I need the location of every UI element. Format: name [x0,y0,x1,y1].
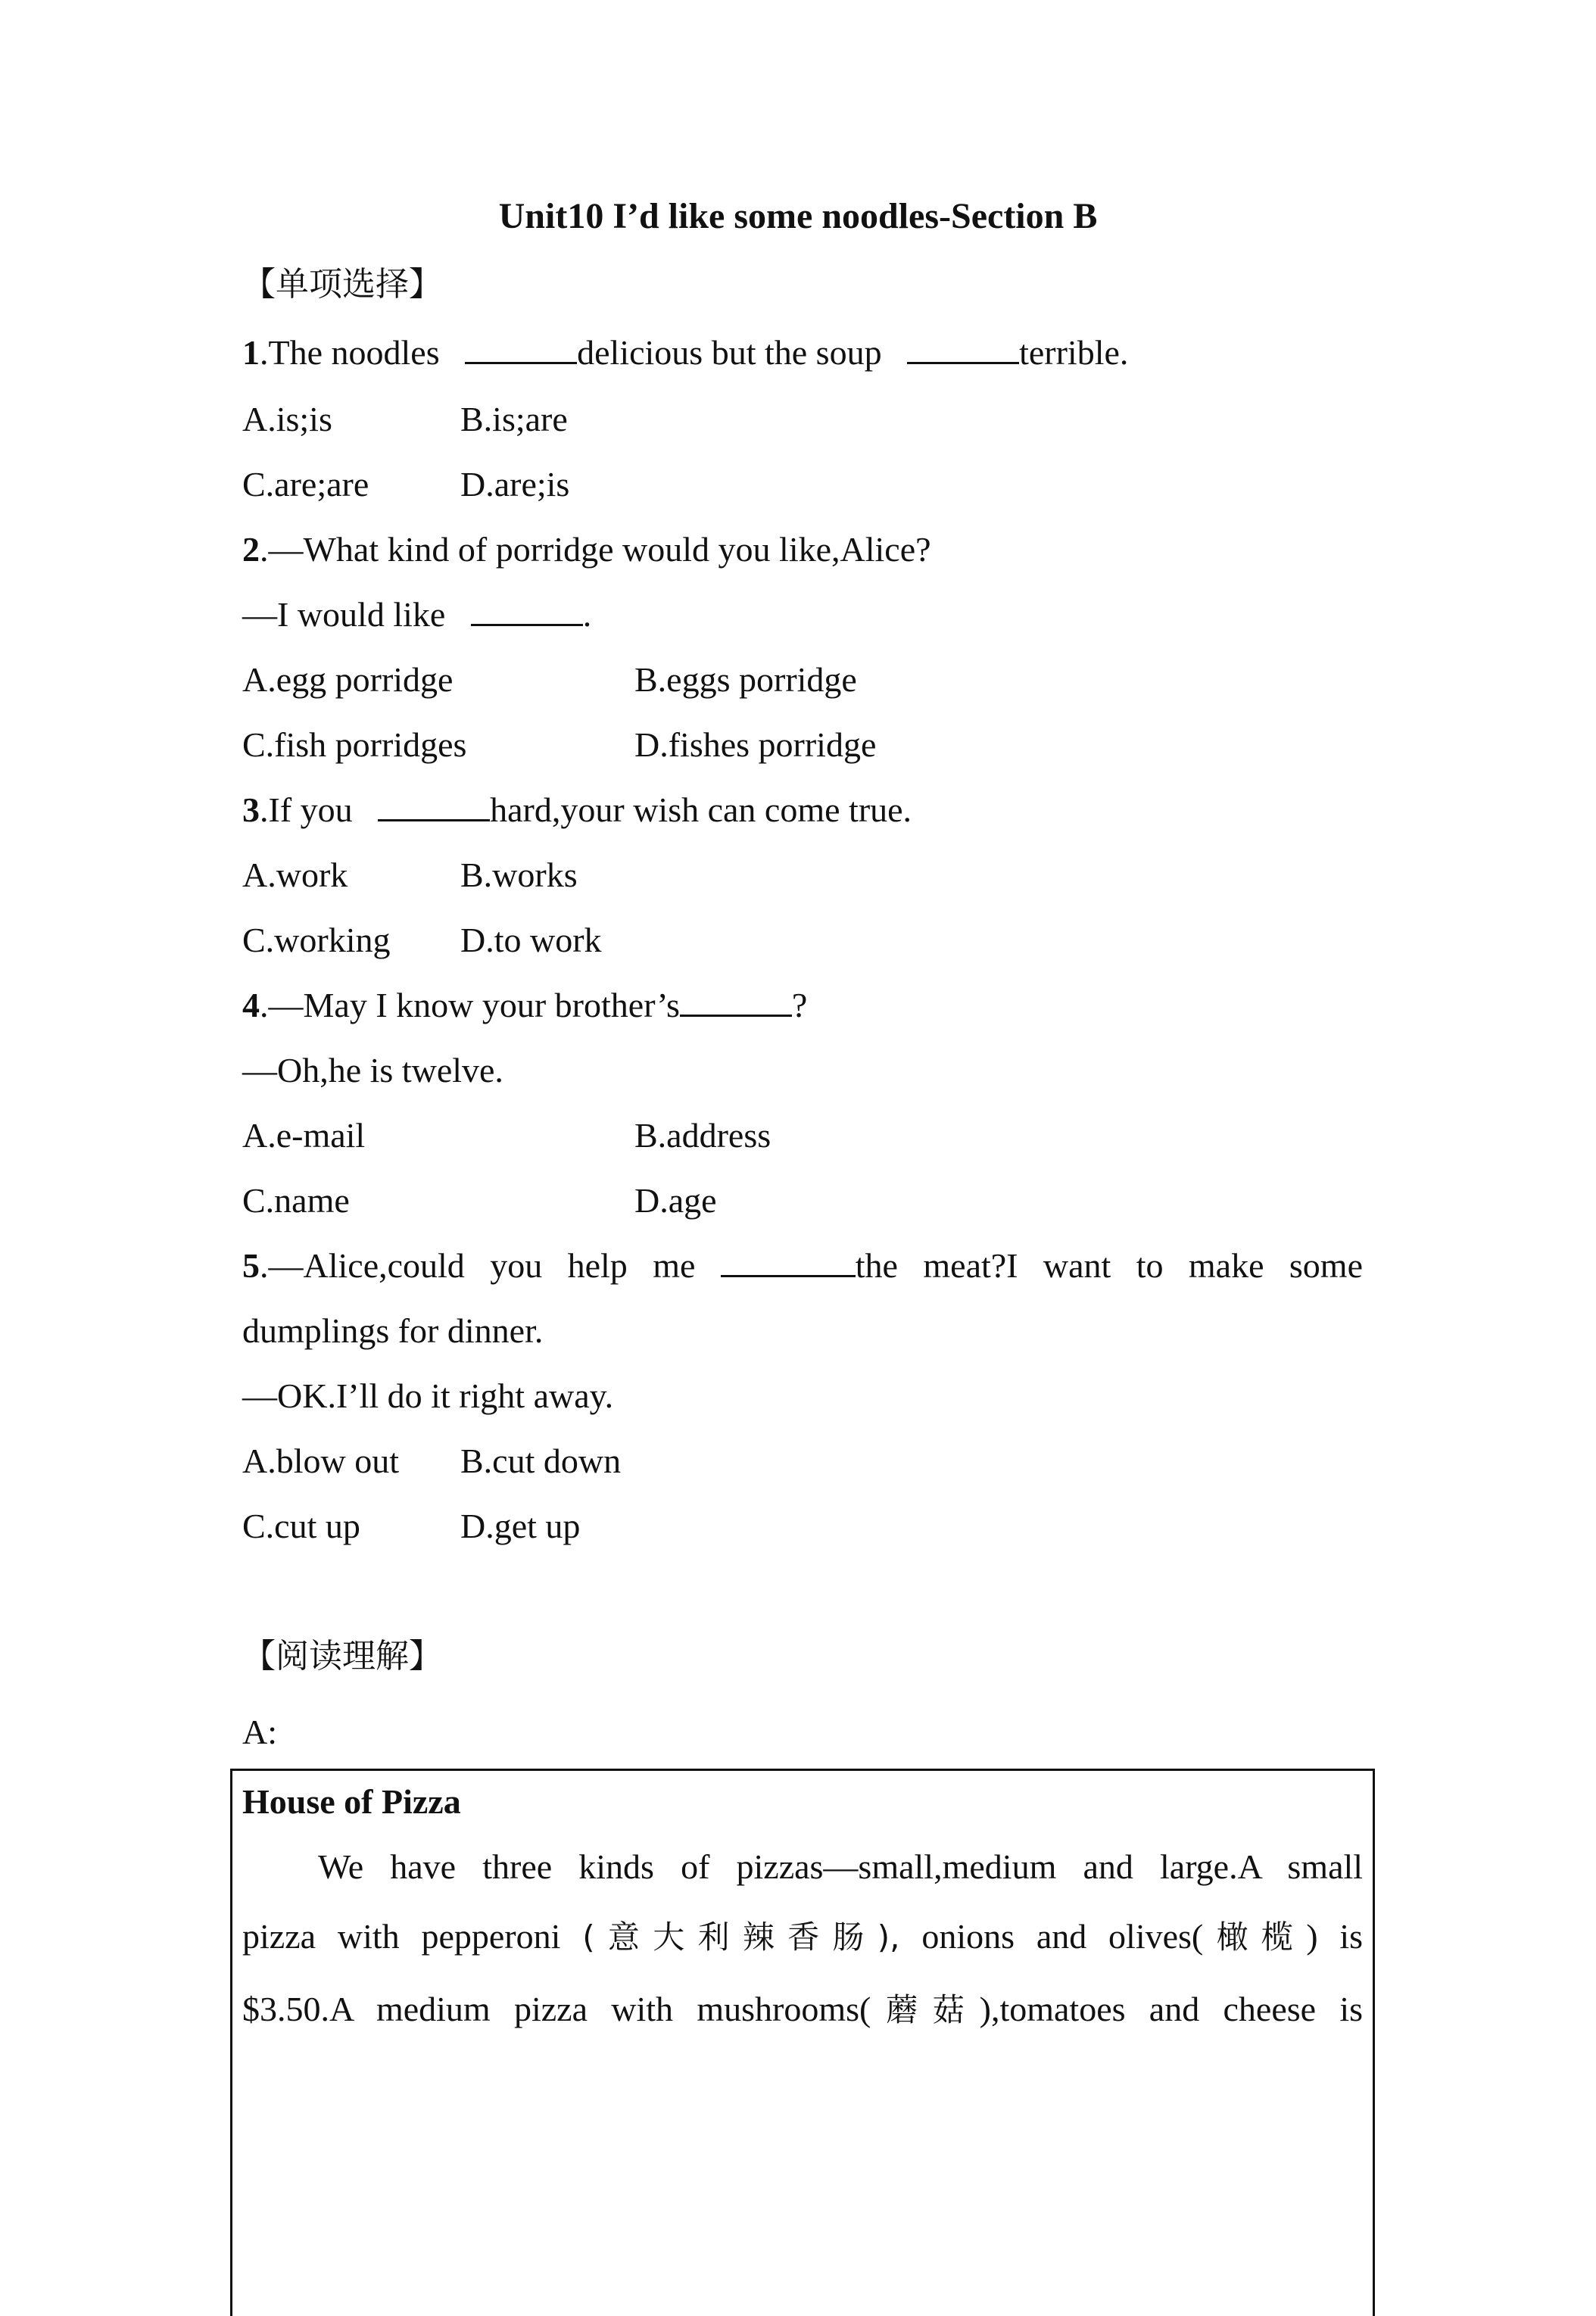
passage-label: A: [242,1713,277,1751]
passage-text: three [482,1847,553,1886]
question-number: 4 [242,986,260,1024]
option-c: C.cut up [242,1507,360,1545]
passage-text: pizza [242,1917,316,1956]
option-a: A.egg porridge [242,660,454,699]
question-text: —I would like [242,595,454,634]
answer-blank [907,332,1019,364]
passage-text: ) [1306,1917,1318,1956]
option-c: C.name [242,1181,350,1220]
option-a: A.blow out [242,1442,399,1480]
passage-text: ),tomatoes [979,1990,1126,2028]
passage-text: onions [921,1917,1015,1956]
option-c: C.fish porridges [242,725,467,764]
question-text: want [1043,1246,1111,1285]
answer-blank [471,594,583,626]
passage-text: cheese [1223,1990,1317,2028]
passage-text: small [1287,1847,1364,1886]
question-number: 2 [242,530,260,569]
option-b: B.eggs porridge [634,660,857,699]
answer-blank [378,789,490,821]
question-5-stem-continued: dumplings for dinner. [242,1311,544,1350]
passage-title: House of Pizza [242,1782,461,1821]
question-text: .If you [260,790,362,829]
question-number: 1 [242,333,260,372]
passage-gloss: 蘑菇 [871,1991,980,2028]
passage-text: with [337,1917,400,1956]
passage-text: pizzas—small,medium [736,1847,1057,1886]
passage-text: is [1339,1990,1364,2028]
passage-text: and [1083,1847,1133,1886]
option-b: B.is;are [460,400,568,438]
question-text: help [567,1246,628,1285]
answer-blank [465,332,577,364]
page-title: Unit10 I’d like some noodles-Section B [498,196,1098,236]
question-number: 3 [242,790,260,829]
option-d: D.get up [460,1507,581,1545]
answer-blank [721,1245,856,1277]
question-text: some [1289,1246,1364,1285]
passage-gloss: 橄榄 [1203,1919,1307,1956]
passage-line-1 [318,1844,1363,1890]
passage-text: kinds [578,1847,654,1886]
question-5-stem [242,1243,1363,1289]
question-text: hard,your wish can come true. [490,790,912,829]
passage-text: of [681,1847,710,1886]
passage-line-3 [242,1987,1363,2033]
passage-text: pepperoni [421,1917,561,1956]
passage-text: $3.50.A [242,1990,353,2028]
question-5-reply: —OK.I’ll do it right away. [242,1376,614,1415]
passage-text: and [1036,1917,1087,1956]
option-d: D.age [634,1181,717,1220]
question-3-stem [242,787,912,833]
option-d: D.are;is [460,465,570,503]
answer-blank [680,984,792,1017]
question-text: you [490,1246,543,1285]
passage-gloss: (意大利辣香肠), [582,1919,900,1956]
passage-text: olives( [1108,1917,1204,1956]
option-a: A.e-mail [242,1116,366,1155]
passage-text: pizza [513,1990,588,2028]
question-4-reply: —Oh,he is twelve. [242,1051,503,1089]
option-c: C.working [242,921,391,959]
passage-text: medium [376,1990,491,2028]
option-b: B.address [634,1116,772,1155]
question-number: 5 [242,1246,260,1285]
section-heading-reading: 【阅读理解】 [242,1637,442,1675]
question-text: ? [791,986,808,1024]
question-4-stem [242,983,807,1028]
passage-text: is [1339,1917,1364,1956]
passage-text: with [611,1990,674,2028]
question-text: . [582,595,592,634]
question-text: the [855,1246,898,1285]
question-2-reply [242,592,591,637]
question-text: .—May I know your brother’s [260,986,680,1024]
option-d: D.to work [460,921,602,959]
question-text: me [653,1246,696,1285]
option-b: B.works [460,856,578,894]
question-text: terrible. [1019,333,1129,372]
option-a: A.is;is [242,400,332,438]
option-a: A.work [242,856,348,894]
passage-text: have [390,1847,457,1886]
question-1-stem [242,330,1128,376]
question-text: .—Alice,could [260,1246,465,1285]
option-c: C.are;are [242,465,369,503]
passage-text: mushrooms( [697,1990,871,2028]
passage-text: and [1149,1990,1200,2028]
question-text: .The noodles [260,333,449,372]
question-text: .—What kind of porridge would you like,Alice? [260,530,931,569]
question-text: delicious but the soup [577,333,891,372]
passage-text: We [318,1847,364,1886]
question-text: to [1136,1246,1164,1285]
question-2-stem [242,527,931,572]
passage-text: large.A [1160,1847,1261,1886]
option-b: B.cut down [460,1442,622,1480]
option-d: D.fishes porridge [634,725,877,764]
passage-line-2 [242,1914,1363,1960]
question-text: meat?I [923,1246,1018,1285]
question-text: make [1188,1246,1264,1285]
section-heading-single-choice: 【单项选择】 [242,265,442,304]
